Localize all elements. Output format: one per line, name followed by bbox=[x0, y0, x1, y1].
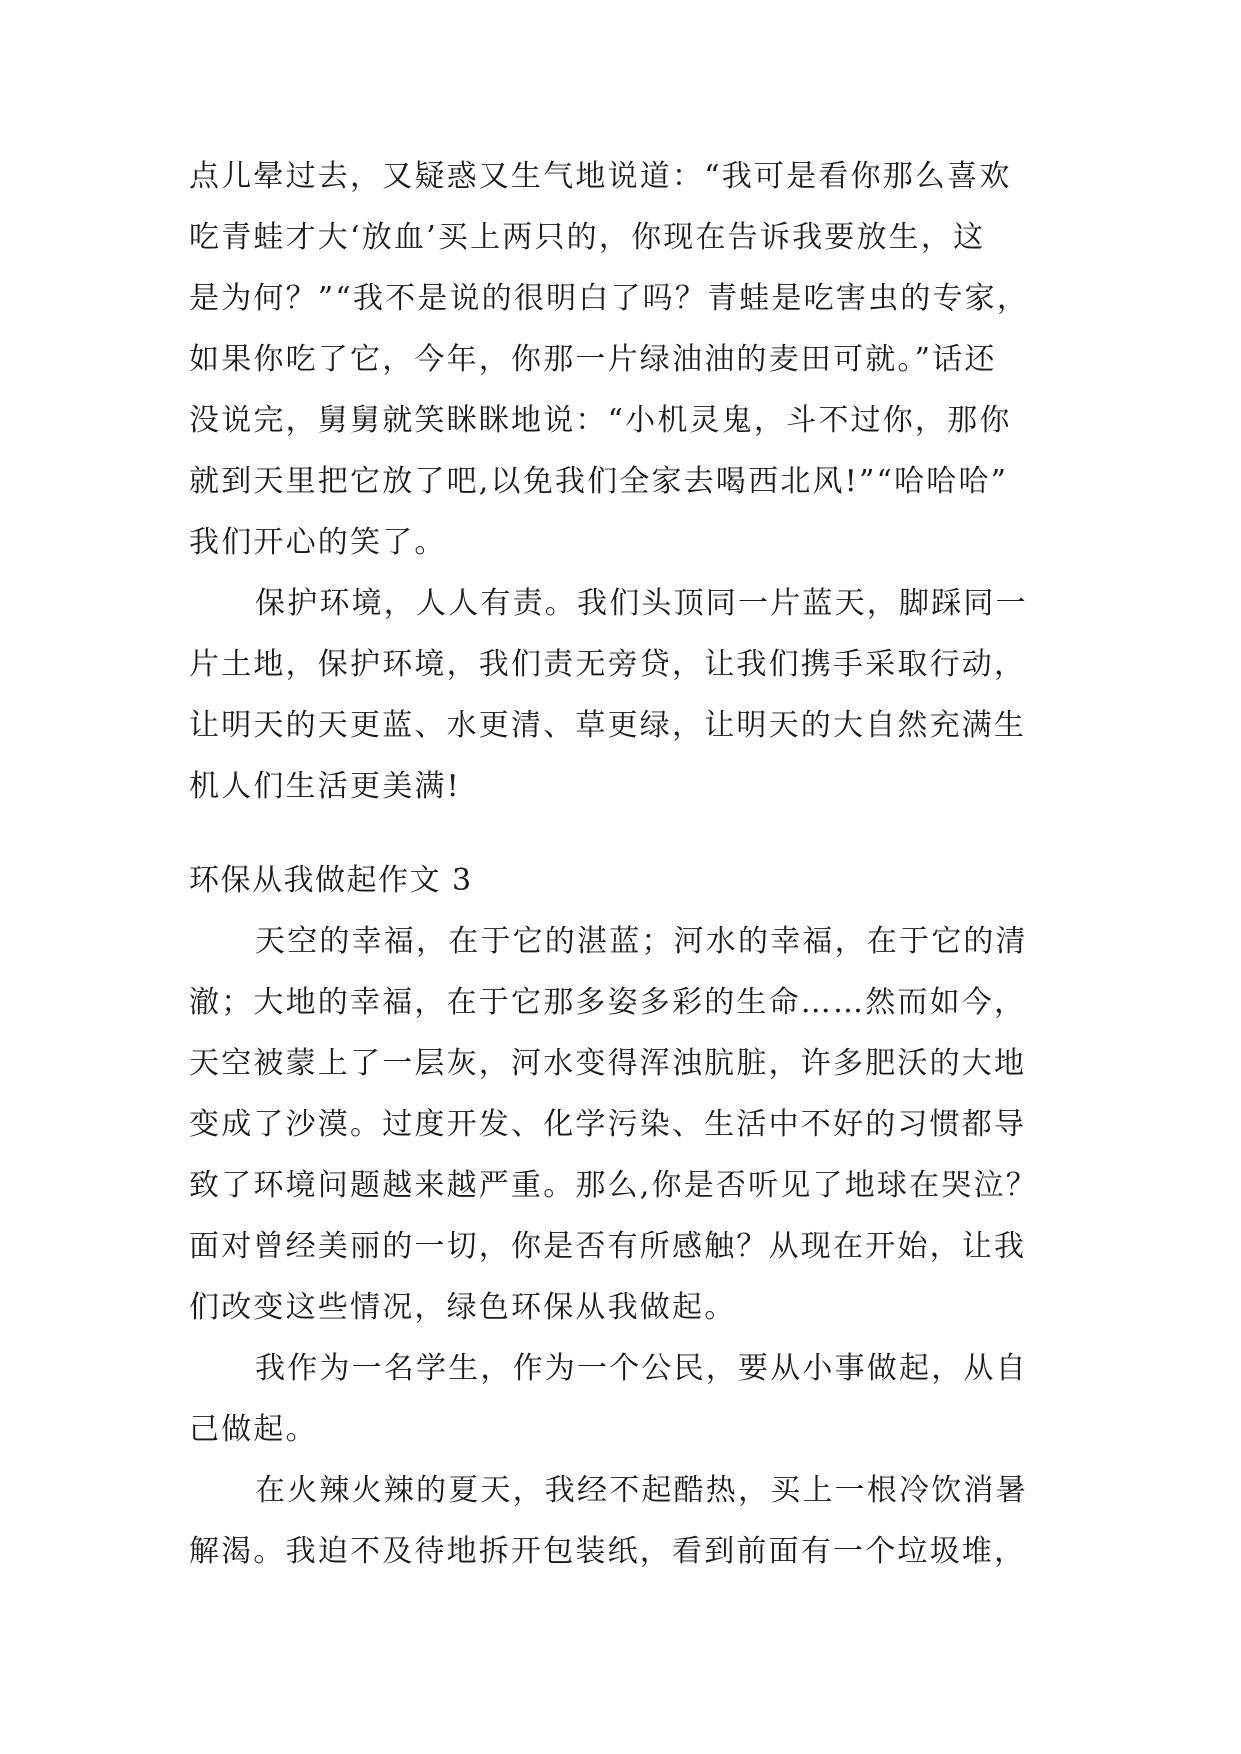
text-line: 是为何？”“我不是说的很明白了吗？青蛙是吃害虫的专家， bbox=[189, 281, 1030, 316]
text-line: 没说完，舅舅就笑眯眯地说：“小机灵鬼，斗不过你，那你 bbox=[189, 403, 1012, 438]
text-line: 点儿晕过去，又疑惑又生气地说道：“我可是看你那么喜欢 bbox=[189, 159, 1012, 194]
essay-upper-section bbox=[189, 146, 1069, 817]
text-line: 让明天的天更蓝、水更清、草更绿，让明天的大自然充满生 bbox=[189, 708, 1027, 743]
text-line: 变成了沙漠。过度开发、化学污染、生活中不好的习惯都导 bbox=[189, 1107, 1027, 1142]
text-line: 解渴。我迫不及待地拆开包装纸，看到前面有一个垃圾堆， bbox=[189, 1534, 1027, 1569]
text-line: 如果你吃了它，今年，你那一片绿油油的麦田可就。”话还 bbox=[189, 342, 997, 377]
essay-lower-section bbox=[189, 850, 1069, 1582]
essay-heading: 环保从我做起作文 3 bbox=[189, 863, 473, 898]
text-line: 们改变这些情况，绿色环保从我做起。 bbox=[189, 1290, 737, 1325]
text-line: 天空的幸福，在于它的湛蓝；河水的幸福，在于它的清 bbox=[255, 924, 1028, 959]
text-line: 面对曾经美丽的一切，你是否有所感触？从现在开始，让我 bbox=[189, 1229, 1027, 1264]
text-line: 就到天里把它放了吧,以免我们全家去喝西北风!”“哈哈哈” bbox=[189, 464, 1009, 499]
text-line: 致了环境问题越来越严重。那么,你是否听见了地球在哭泣？ bbox=[189, 1168, 1038, 1203]
text-line: 我作为一名学生，作为一个公民，要从小事做起，从自 bbox=[255, 1351, 1028, 1386]
text-line: 天空被蒙上了一层灰，河水变得浑浊肮脏，许多肥沃的大地 bbox=[189, 1046, 1027, 1081]
paragraph-conclusion bbox=[189, 573, 1069, 817]
text-line: 片土地，保护环境，我们责无旁贷，让我们携手采取行动， bbox=[189, 647, 1027, 682]
text-line: 我们开心的笑了。 bbox=[189, 525, 447, 560]
text-line: 在火辣火辣的夏天，我经不起酷热，买上一根冷饮消暑 bbox=[255, 1473, 1028, 1508]
text-line: 己做起。 bbox=[189, 1412, 318, 1447]
text-line: 吃青蛙才大‘放血’买上两只的，你现在告诉我要放生，这 bbox=[189, 220, 986, 255]
text-line: 保护环境，人人有责。我们头顶同一片蓝天，脚踩同一 bbox=[255, 586, 1028, 621]
text-line: 机人们生活更美满! bbox=[189, 769, 461, 804]
paragraph-dialogue bbox=[189, 146, 1069, 573]
text-line: 澈；大地的幸福，在于它那多姿多彩的生命……然而如今， bbox=[189, 985, 1027, 1020]
paragraph-intro bbox=[189, 911, 1069, 1338]
paragraph-student bbox=[189, 1338, 1069, 1460]
paragraph-summer bbox=[189, 1460, 1069, 1582]
